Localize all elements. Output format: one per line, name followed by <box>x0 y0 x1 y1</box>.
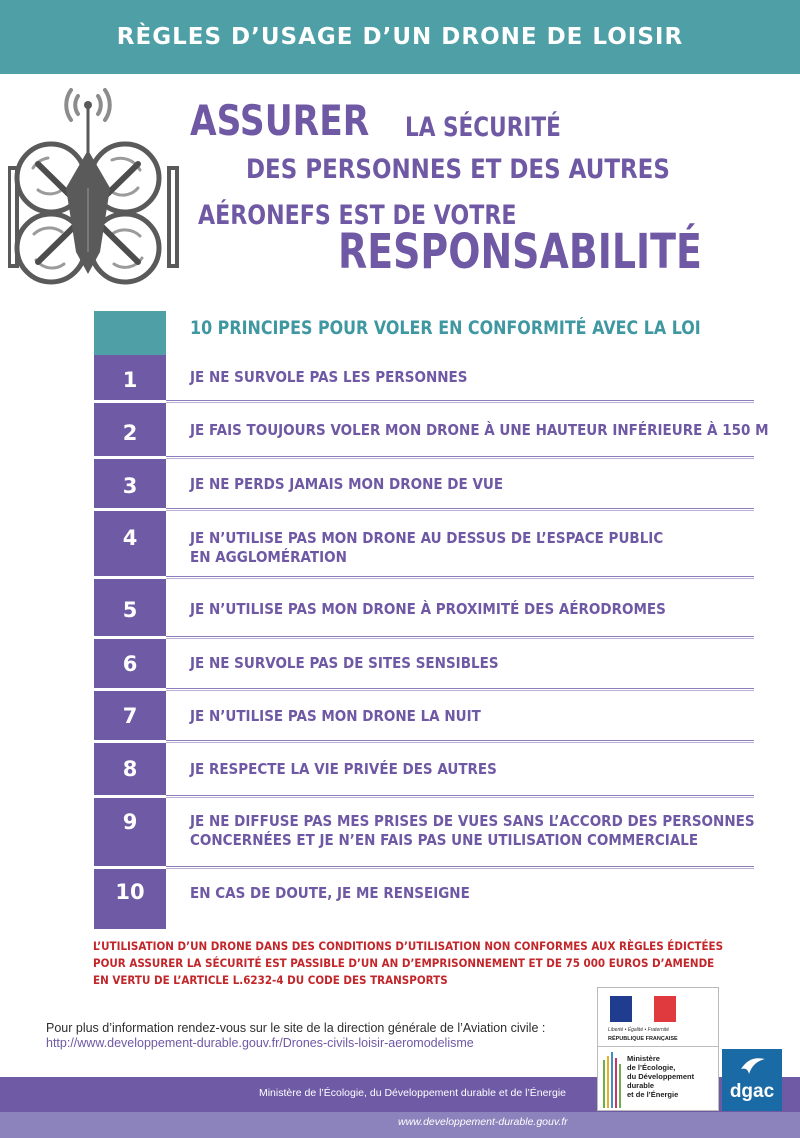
principle-text: JE N’UTILISE PAS MON DRONE AU DESSUS DE L’ESPACE PUBLIC <box>190 529 664 547</box>
row-separator <box>94 866 754 869</box>
principle-number: 9 <box>122 810 138 834</box>
french-flag-icon <box>610 996 676 1022</box>
principle-number: 10 <box>115 880 145 904</box>
footer-ministry: Ministère de l’Écologie, du Développement durable et de l’Énergie <box>258 1087 566 1099</box>
republique-name: RÉPUBLIQUE FRANÇAISE <box>608 1036 678 1042</box>
principle-text: JE RESPECTE LA VIE PRIVÉE DES AUTRES <box>190 760 497 778</box>
dgac-label: dgac <box>729 1081 775 1102</box>
row-separator <box>94 636 754 639</box>
headline-personnes: DES PERSONNES ET DES AUTRES <box>246 154 670 185</box>
banner-title: RÈGLES D’USAGE D’UN DRONE DE LOISIR <box>116 24 684 50</box>
dgac-logo <box>722 1049 782 1111</box>
principle-number: 3 <box>122 474 138 498</box>
row-separator <box>94 508 754 511</box>
republique-motto: Liberté • Égalité • Fraternité <box>608 1027 670 1033</box>
principle-number: 7 <box>122 704 138 728</box>
headline-securite: LA SÉCURITÉ <box>405 112 561 143</box>
bird-icon <box>740 1055 766 1075</box>
legal-warning <box>93 938 723 989</box>
principles-header-block <box>94 311 166 355</box>
principle-text: JE NE DIFFUSE PAS MES PRISES DE VUES SANS L’ACCORD DES PERSONNES <box>190 812 755 830</box>
headline-aeronefs: AÉRONEFS EST DE VOTRE <box>198 200 517 231</box>
principle-number: 1 <box>122 368 138 392</box>
row-separator <box>94 456 754 459</box>
ministry-name: Ministère de l’Écologie, du Développement durable et de l’Énergie <box>627 1054 695 1099</box>
ministry-stripes-icon <box>602 1052 624 1108</box>
principle-text: JE NE SURVOLE PAS DE SITES SENSIBLES <box>190 654 499 672</box>
row-separator <box>94 688 754 691</box>
principle-number: 8 <box>122 757 138 781</box>
principles-title: 10 PRINCIPES POUR VOLER EN CONFORMITÉ AVEC LA LOI <box>190 318 701 339</box>
warning-line: EN VERTU DE L’ARTICLE L.6232-4 DU CODE DES TRANSPORTS <box>93 973 448 987</box>
principle-text: JE N’UTILISE PAS MON DRONE LA NUIT <box>190 707 481 725</box>
principle-number: 6 <box>122 652 138 676</box>
headline-assurer: ASSURER <box>190 96 370 145</box>
warning-line: POUR ASSURER LA SÉCURITÉ EST PASSIBLE D’UN AN D’EMPRISONNEMENT ET DE 75 000 EUROS D’AMENDE <box>93 956 715 970</box>
principle-text: JE NE PERDS JAMAIS MON DRONE DE VUE <box>190 475 504 493</box>
principle-text: JE N’UTILISE PAS MON DRONE À PROXIMITÉ DES AÉRODROMES <box>190 600 666 618</box>
row-separator <box>94 740 754 743</box>
principle-number: 4 <box>122 526 138 550</box>
top-banner <box>0 0 800 74</box>
warning-line: L’UTILISATION D’UN DRONE DANS DES CONDITIONS D’UTILISATION NON CONFORMES AUX RÈGLES ÉDICTÉES <box>93 939 724 953</box>
principle-text: EN CAS DE DOUTE, JE ME RENSEIGNE <box>190 884 470 902</box>
headline-responsabilite: RESPONSABILITÉ <box>338 224 702 280</box>
principle-number: 5 <box>122 598 138 622</box>
row-separator <box>94 795 754 798</box>
principle-text: EN AGGLOMÉRATION <box>190 548 347 566</box>
ministry-logo <box>597 987 719 1111</box>
drone-icon <box>8 84 180 296</box>
row-separator <box>94 400 754 403</box>
info-link[interactable]: http://www.developpement-durable.gouv.fr/Drones-civils-loisir-aeromodelisme <box>46 1036 474 1050</box>
row-separator <box>94 576 754 579</box>
info-text: Pour plus d’information rendez-vous sur le site de la direction générale de l’Aviation civile : <box>46 1021 546 1035</box>
principle-text: JE FAIS TOUJOURS VOLER MON DRONE À UNE HAUTEUR INFÉRIEURE À 150 M <box>190 421 769 439</box>
principle-text: CONCERNÉES ET JE N’EN FAIS PAS UNE UTILISATION COMMERCIALE <box>190 831 699 849</box>
logo-divider <box>598 1046 718 1047</box>
principle-text: JE NE SURVOLE PAS LES PERSONNES <box>190 368 468 386</box>
footer-url[interactable]: www.developpement-durable.gouv.fr <box>398 1116 568 1128</box>
principle-number: 2 <box>122 421 138 445</box>
